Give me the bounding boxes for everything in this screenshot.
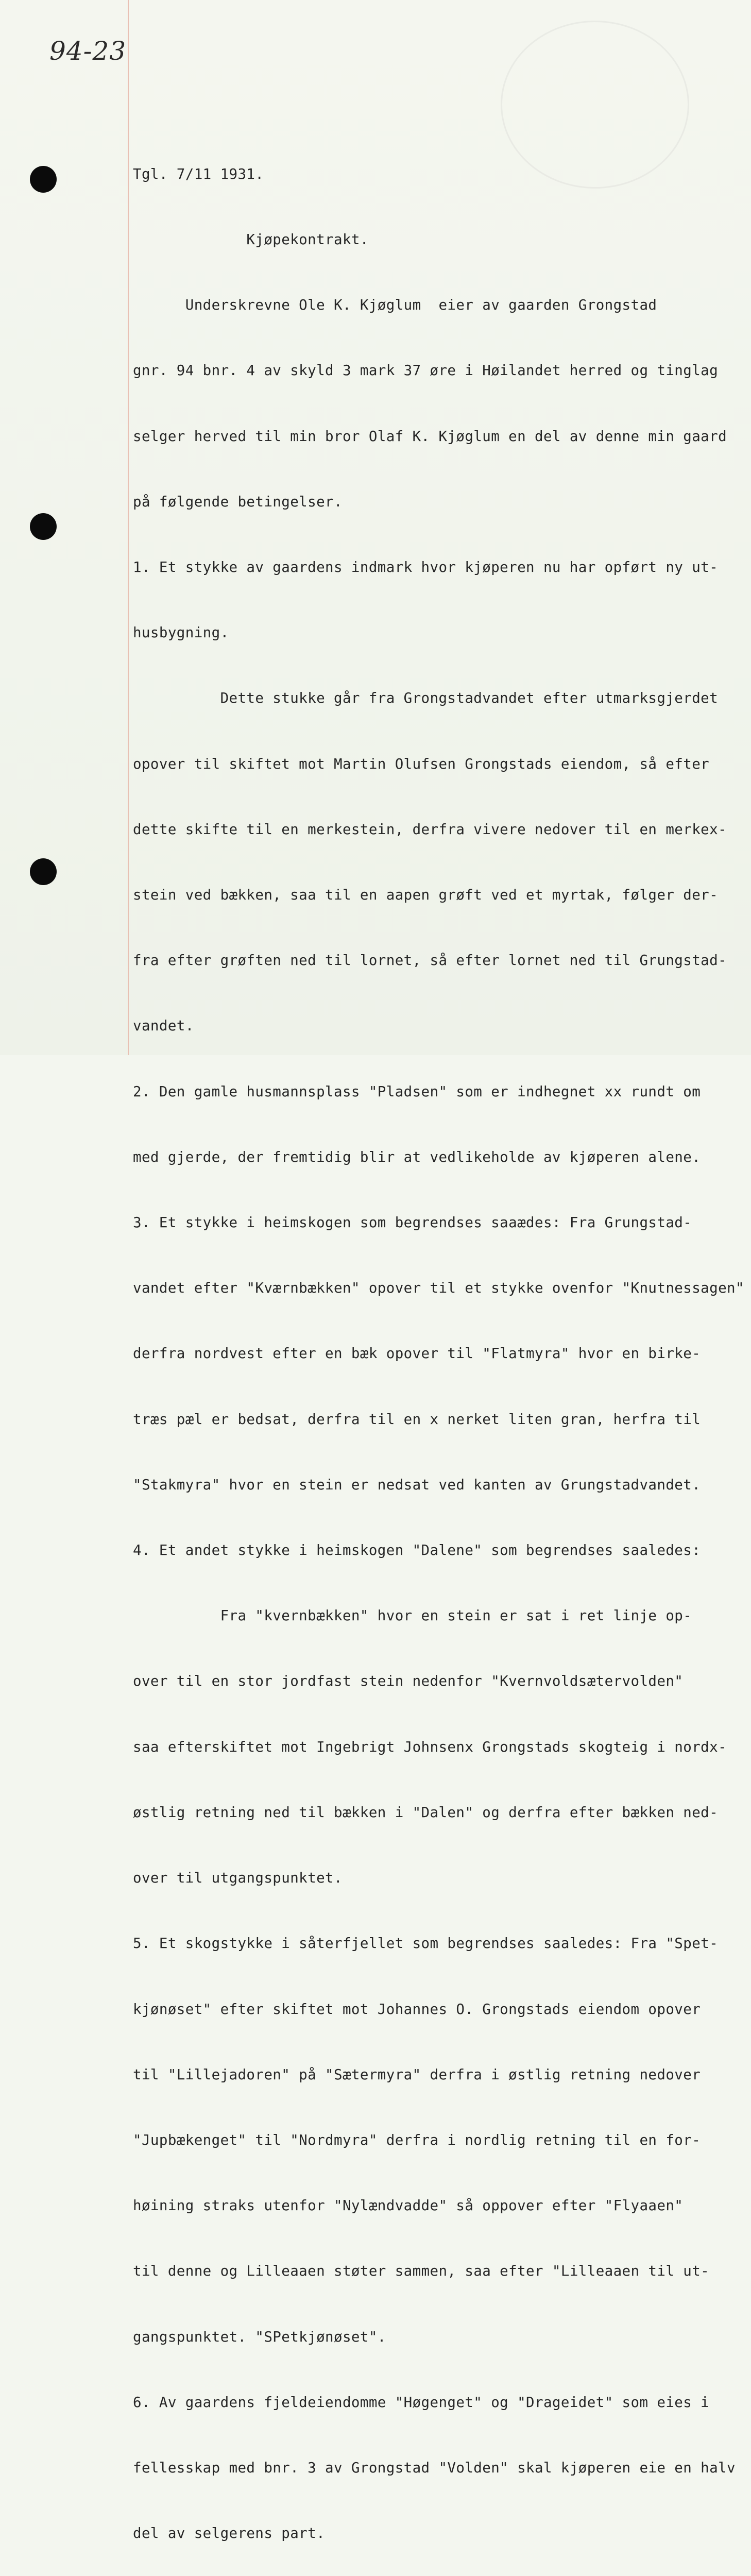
- text-line: stein ved bækken, saa til en aapen grøft ved et myrtak, følger der-: [133, 887, 719, 904]
- text-line: vandet efter "Kværnbækken" opover til et stykke ovenfor "Knutnessagen": [133, 1280, 744, 1297]
- text-line: derfra nordvest efter en bæk opover til "Flatmyra" hvor en birke-: [133, 1345, 701, 1362]
- text-line: over til en stor jordfast stein nedenfor "Kvernvoldsætervolden": [133, 1673, 684, 1690]
- text-line: kjønøset" efter skiftet mot Johannes O. Grongstads eiendom opover: [133, 2001, 701, 2018]
- text-line: fra efter grøften ned til lornet, så efter lornet ned til Grungstad-: [133, 952, 727, 969]
- text-line: Tgl. 7/11 1931.: [133, 165, 264, 182]
- punch-hole: [30, 166, 57, 193]
- text-line: gnr. 94 bnr. 4 av skyld 3 mark 37 øre i Høilandet herred og tinglag: [133, 362, 719, 379]
- text-line: del av selgerens part.: [133, 2525, 326, 2542]
- text-line: 4. Et andet stykke i heimskogen "Dalene" som begrendses saaledes:: [133, 1542, 701, 1559]
- text-line: træs pæl er bedsat, derfra til en x nerket liten gran, herfra til: [133, 1411, 701, 1428]
- text-line: selger herved til min bror Olaf K. Kjøglum en del av denne min gaard: [133, 428, 727, 445]
- text-line: 2. Den gamle husmannsplass "Pladsen" som er indhegnet xx rundt om: [133, 1083, 701, 1100]
- document-title: Kjøpekontrakt.: [133, 231, 369, 248]
- page-number: 94-23: [49, 36, 127, 66]
- text-line: fellesskap med bnr. 3 av Grongstad "Volden" skal kjøperen eie en halv: [133, 2459, 736, 2476]
- document-body: [133, 120, 746, 2576]
- punch-hole: [30, 513, 57, 540]
- text-line: vandet.: [133, 1018, 194, 1035]
- text-line: opover til skiftet mot Martin Olufsen Grongstads eiendom, så efter: [133, 755, 710, 772]
- text-line: "Jupbækenget" til "Nordmyra" derfra i nordlig retning til en for-: [133, 2131, 701, 2148]
- margin-line: [128, 0, 129, 1055]
- text-line: østlig retning ned til bækken i "Dalen" og derfra efter bækken ned-: [133, 1804, 719, 1821]
- text-line: Underskrevne Ole K. Kjøglum eier av gaarden Grongstad: [133, 297, 657, 314]
- text-line: til denne og Lilleaaen støter sammen, saa efter "Lilleaaen til ut-: [133, 2263, 710, 2280]
- text-line: over til utgangspunktet.: [133, 1870, 343, 1887]
- text-line: 3. Et stykke i heimskogen som begrendses saaædes: Fra Grungstad-: [133, 1214, 692, 1231]
- text-line: med gjerde, der fremtidig blir at vedlikeholde av kjøperen alene.: [133, 1148, 701, 1165]
- text-line: gangspunktet. "SPetkjønøset".: [133, 2328, 386, 2345]
- punch-hole: [30, 858, 57, 885]
- text-line: 1. Et stykke av gaardens indmark hvor kjøperen nu har opført ny ut-: [133, 559, 719, 576]
- text-line: Fra "kvernbækken" hvor en stein er sat i ret linje op-: [133, 1607, 692, 1624]
- text-line: til "Lillejadoren" på "Sætermyra" derfra i østlig retning nedover: [133, 2066, 701, 2083]
- text-line: saa efterskiftet mot Ingebrigt Johnsenx Grongstads skogteig i nordx-: [133, 1738, 727, 1755]
- text-line: "Stakmyra" hvor en stein er nedsat ved kanten av Grungstadvandet.: [133, 1476, 701, 1493]
- text-line: dette skifte til en merkestein, derfra vivere nedover til en merkex-: [133, 821, 727, 838]
- text-line: på følgende betingelser.: [133, 493, 343, 510]
- text-line: 5. Et skogstykke i såterfjellet som begrendses saaledes: Fra "Spet-: [133, 1935, 719, 1952]
- text-line: husbygning.: [133, 624, 229, 641]
- text-line: Dette stukke går fra Grongstadvandet efter utmarksgjerdet: [133, 690, 719, 707]
- text-line: høining straks utenfor "Nylændvadde" så oppover efter "Flyaaen": [133, 2197, 684, 2214]
- text-line: 6. Av gaardens fjeldeiendomme "Høgenget" og "Drageidet" som eies i: [133, 2394, 710, 2411]
